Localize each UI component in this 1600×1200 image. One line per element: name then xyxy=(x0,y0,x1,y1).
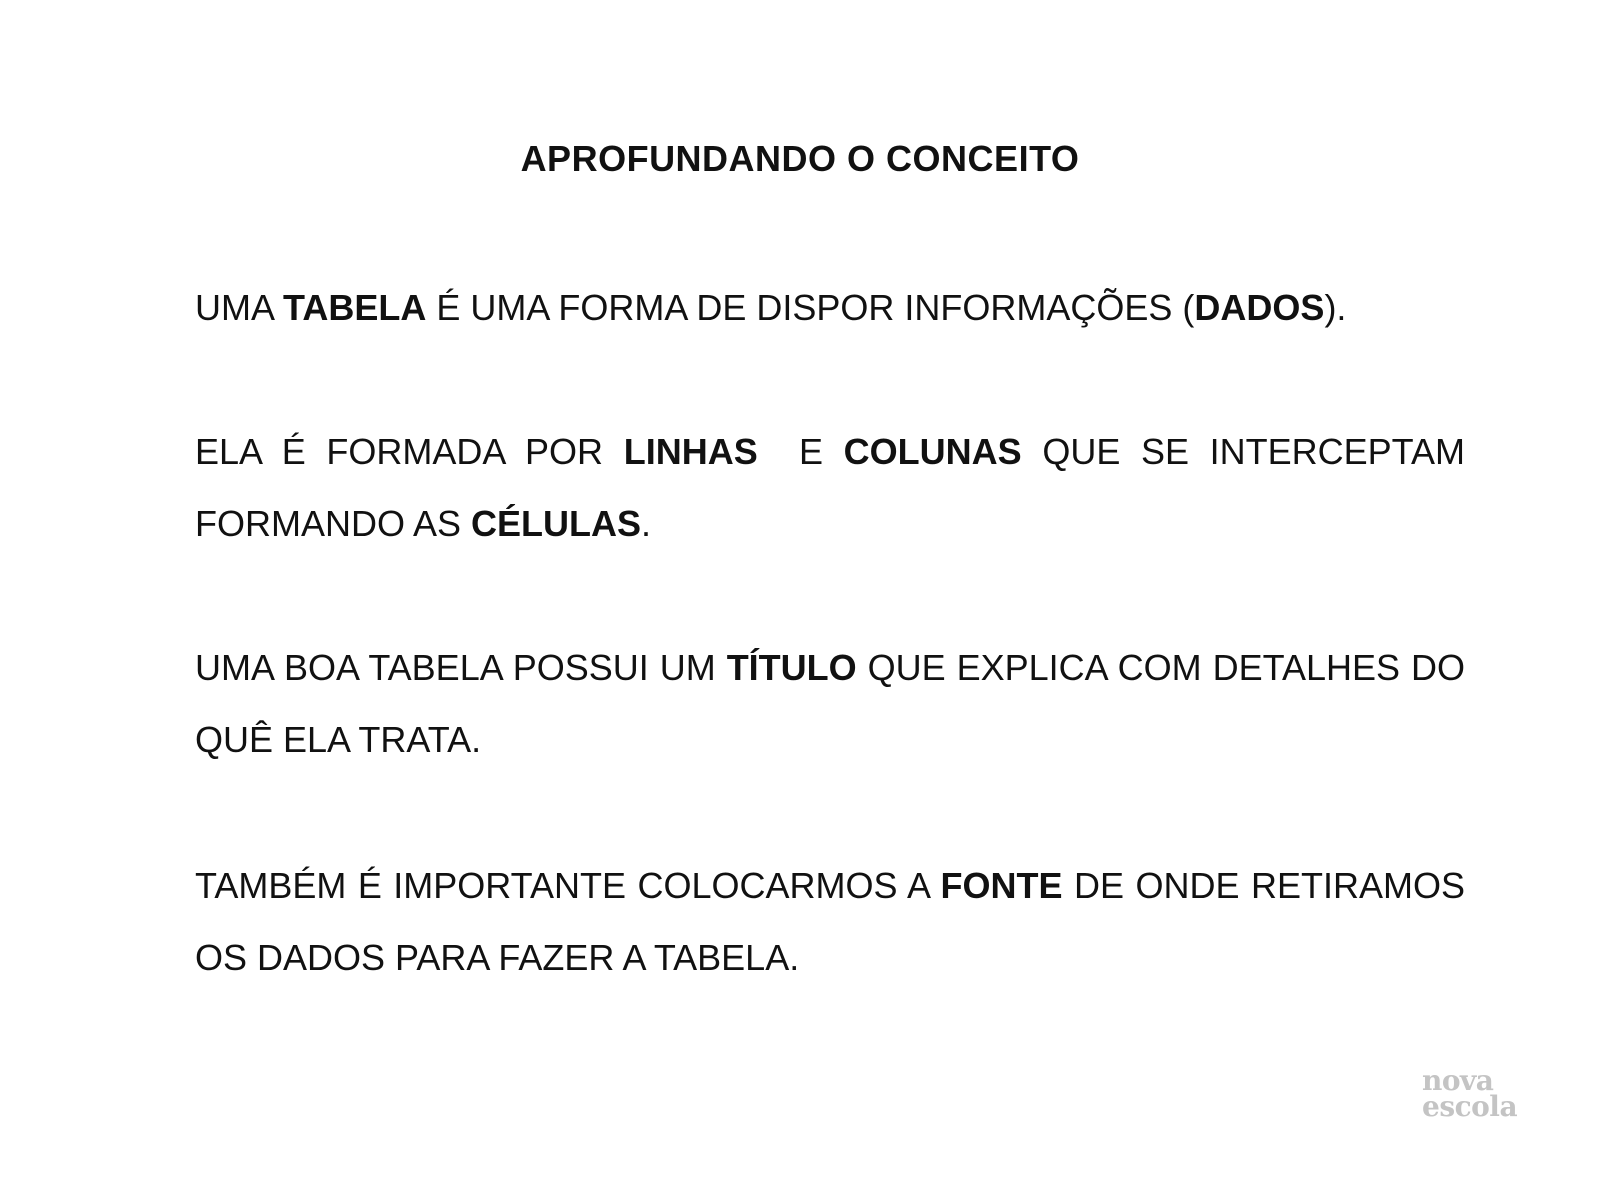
keyword-dados: DADOS xyxy=(1194,287,1325,328)
paragraph-text: . xyxy=(641,503,652,544)
page-title: APROFUNDANDO O CONCEITO xyxy=(520,138,1080,179)
paragraph-text: QUE EXPLICA COM DETALHES DO QUÊ ELA TRATA. xyxy=(195,647,1465,760)
paragraph-text: ELA É FORMADA POR xyxy=(195,431,624,472)
paragraph-structure xyxy=(195,416,1465,560)
paragraph-text: UMA BOA TABELA POSSUI UM xyxy=(195,647,727,688)
paragraph-text: ). xyxy=(1324,287,1347,328)
paragraph-text: DE ONDE RETIRAMOS OS DADOS PARA FAZER A TABELA. xyxy=(195,865,1465,978)
keyword-colunas: COLUNAS xyxy=(843,431,1022,472)
paragraph-text: TAMBÉM É IMPORTANTE COLOCARMOS A xyxy=(195,865,941,906)
nova-escola-logo xyxy=(1422,1064,1518,1123)
paragraph-definition xyxy=(195,272,1465,344)
keyword-celulas: CÉLULAS xyxy=(471,503,642,544)
keyword-titulo: TÍTULO xyxy=(726,647,857,688)
logo-line-nova: nova xyxy=(1422,1064,1494,1097)
paragraph-text: É UMA FORMA DE DISPOR INFORMAÇÕES ( xyxy=(426,287,1195,328)
keyword-linhas: LINHAS xyxy=(623,431,758,472)
logo-line-escola: escola xyxy=(1422,1090,1518,1123)
paragraph-title xyxy=(195,632,1465,776)
paragraph-source xyxy=(195,850,1465,994)
keyword-fonte: FONTE xyxy=(940,865,1063,906)
keyword-tabela: TABELA xyxy=(283,287,427,328)
paragraph-text: UMA xyxy=(195,287,284,328)
paragraph-text: E xyxy=(757,431,844,472)
paragraph-text: QUE SE INTERCEPTAM FORMANDO AS xyxy=(195,431,1465,544)
